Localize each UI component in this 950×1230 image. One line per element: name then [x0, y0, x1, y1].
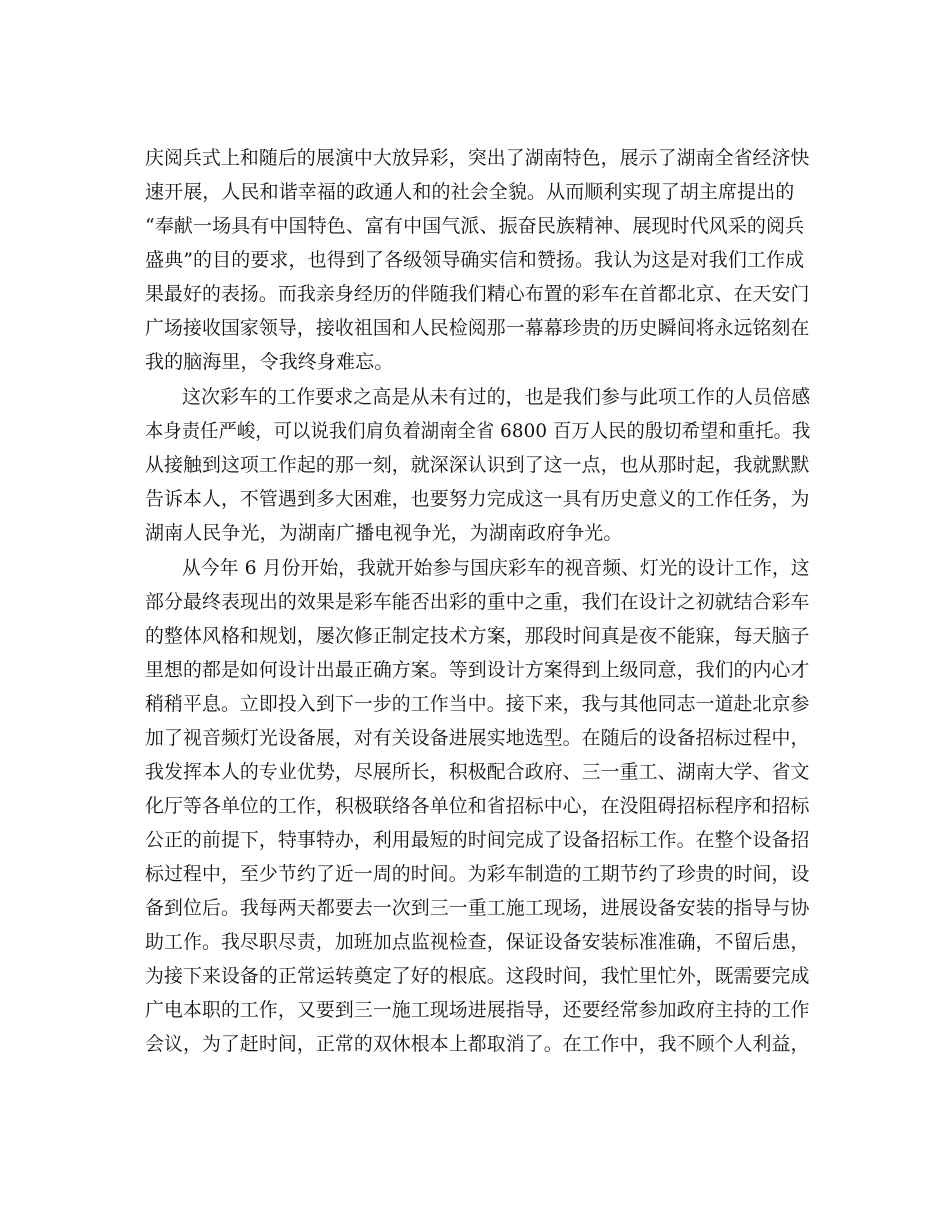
text-line: 会议，为了赶时间，正常的双休根本上都取消了。在工作中，我不顾个人利益，	[145, 1033, 810, 1055]
text-line: 我发挥本人的专业优势，尽展所长，积极配合政府、三一重工、湖南大学、省文	[145, 761, 810, 783]
text-line: 盛典”的目的要求，也得到了各级领导确实信和赞扬。我认为这是对我们工作成	[145, 249, 805, 271]
text-line: 我的脑海里，令我终身难忘。	[145, 351, 394, 373]
text-line: 备到位后。我每两天都要去一次到三一重工施工现场，进展设备安装的指导与协	[145, 897, 810, 919]
text-line: 速开展，人民和谐幸福的政通人和的社会全貌。从而顺利实现了胡主席提出的	[145, 181, 795, 203]
text-line: 本身责任严峻，可以说我们肩负着湖南全省 6800 百万人民的殷切希望和重托。我	[145, 420, 811, 442]
text-line: 广场接收国家领导，接收祖国和人民检阅那一幕幕珍贵的历史瞬间将永远铭刻在	[145, 317, 810, 339]
text-line: 加了视音频灯光设备展，对有关设备进展实地选型。在随后的设备招标过程中，	[145, 727, 810, 749]
text-line: “奉献一场具有中国特色、富有中国气派、振奋民族精神、展现时代风采的阅兵	[145, 215, 805, 237]
text-line: 果最好的表扬。而我亲身经历的伴随我们精心布置的彩车在首都北京、在天安门	[145, 283, 810, 305]
paragraph-first-line: 从今年 6 月份开始，我就开始参与国庆彩车的视音频、灯光的设计工作，这	[182, 557, 810, 579]
text-line: 庆阅兵式上和随后的展演中大放异彩，突出了湖南特色，展示了湖南全省经济快	[145, 147, 810, 169]
text-line: 里想的都是如何设计出最正确方案。等到设计方案得到上级同意，我们的内心才	[145, 659, 810, 681]
text-line: 广电本职的工作，又要到三一施工现场进展指导，还要经常参加政府主持的工作	[145, 999, 810, 1021]
text-line: 的整体风格和规划，屡次修正制定技术方案，那段时间真是夜不能寐，每天脑子	[145, 625, 810, 647]
paragraph-first-line: 这次彩车的工作要求之高是从未有过的，也是我们参与此项工作的人员倍感	[182, 386, 811, 408]
text-line: 助工作。我尽职尽责，加班加点监视检查，保证设备安装标准准确，不留后患，	[145, 931, 810, 953]
text-line: 为接下来设备的正常运转奠定了好的根底。这段时间，我忙里忙外，既需要完成	[145, 965, 810, 987]
text-line: 从接触到这项工作起的那一刻，就深深认识到了这一点，也从那时起，我就默默	[145, 454, 810, 476]
text-line: 湖南人民争光，为湖南广播电视争光，为湖南政府争光。	[145, 522, 623, 544]
text-line: 公正的前提下，特事特办，利用最短的时间完成了设备招标工作。在整个设备招	[145, 829, 810, 851]
text-line: 标过程中，至少节约了近一周的时间。为彩车制造的工期节约了珍贵的时间，设	[145, 863, 810, 885]
text-line: 告诉本人，不管遇到多大困难，也要努力完成这一具有历史意义的工作任务，为	[145, 488, 810, 510]
text-line: 稍稍平息。立即投入到下一步的工作当中。接下来，我与其他同志一道赴北京参	[145, 693, 810, 715]
text-line: 部分最终表现出的效果是彩车能否出彩的重中之重，我们在设计之初就结合彩车	[145, 591, 810, 613]
text-line: 化厅等各单位的工作，积极联络各单位和省招标中心，在没阻碍招标程序和招标	[145, 795, 810, 817]
